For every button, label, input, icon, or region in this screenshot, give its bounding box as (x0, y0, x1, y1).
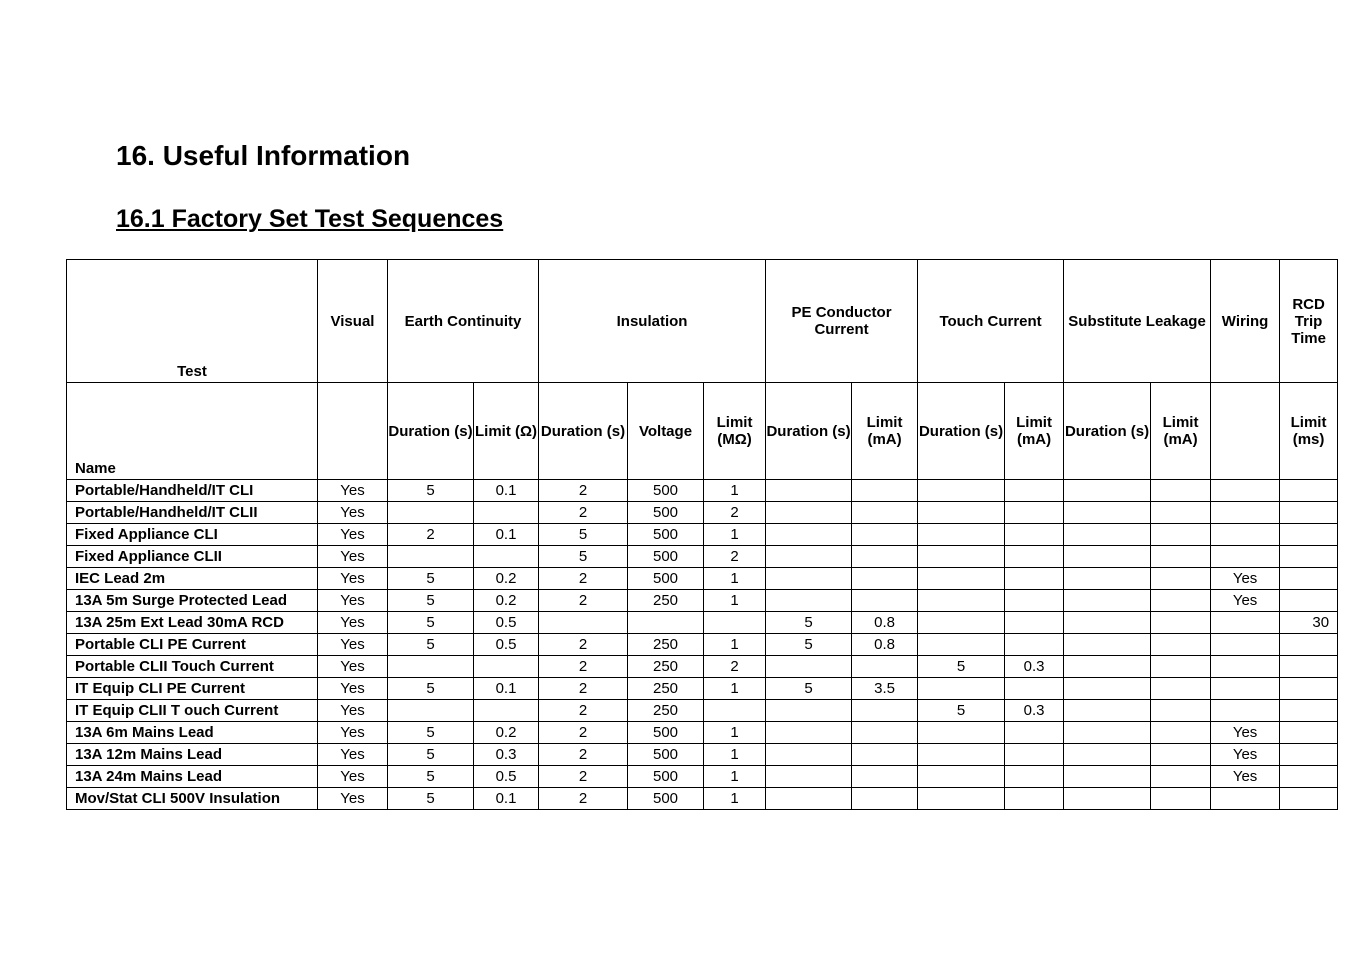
row-name-cell: 13A 24m Mains Lead (67, 766, 318, 788)
table-cell: Yes (318, 568, 388, 590)
table-cell: 0.5 (474, 634, 539, 656)
table-cell (852, 744, 918, 766)
table-row (67, 546, 1338, 568)
header-earth-continuity: Earth Continuity (388, 260, 539, 383)
table-cell: Yes (318, 634, 388, 656)
table-cell (852, 502, 918, 524)
table-cell: Yes (1211, 722, 1280, 744)
table-cell (1151, 722, 1211, 744)
table-cell: Yes (318, 502, 388, 524)
table-cell: Yes (1211, 590, 1280, 612)
header-visual: Visual (318, 260, 388, 383)
table-cell (1064, 634, 1151, 656)
table-cell: 5 (388, 590, 474, 612)
table-cell (1280, 744, 1338, 766)
table-cell: 1 (704, 568, 766, 590)
table-cell: 250 (628, 656, 704, 678)
table-row (67, 612, 1338, 634)
table-cell (766, 700, 852, 722)
table-cell (1151, 634, 1211, 656)
table-cell: 250 (628, 590, 704, 612)
header-rcd-trip-time: RCD Trip Time (1280, 260, 1338, 383)
table-cell: Yes (318, 524, 388, 546)
table-cell (1064, 766, 1151, 788)
table-cell (1064, 568, 1151, 590)
table-cell (918, 502, 1005, 524)
table-cell (1151, 766, 1211, 788)
table-cell (852, 722, 918, 744)
table-row (67, 656, 1338, 678)
table-cell (704, 612, 766, 634)
table-cell (1280, 678, 1338, 700)
table-cell (766, 480, 852, 502)
table-cell (766, 656, 852, 678)
table-cell: 500 (628, 502, 704, 524)
table-cell (1211, 788, 1280, 810)
row-name-cell: 13A 6m Mains Lead (67, 722, 318, 744)
header-name: Name (67, 383, 318, 480)
table-cell: 0.2 (474, 722, 539, 744)
table-cell (918, 766, 1005, 788)
table-cell (766, 590, 852, 612)
table-cell: Yes (318, 722, 388, 744)
table-cell (1211, 502, 1280, 524)
table-row (67, 480, 1338, 502)
table-cell (918, 568, 1005, 590)
table-cell (1280, 480, 1338, 502)
table-cell: 5 (388, 766, 474, 788)
row-name-cell: IT Equip CLI PE Current (67, 678, 318, 700)
table-cell: 1 (704, 788, 766, 810)
table-cell (1151, 480, 1211, 502)
subheader-visual-empty (318, 383, 388, 480)
table-cell (1005, 502, 1064, 524)
table-cell: Yes (318, 546, 388, 568)
header-pe-conductor-current: PE Conductor Current (766, 260, 918, 383)
table-cell (1151, 700, 1211, 722)
table-cell: 5 (388, 788, 474, 810)
table-cell: 2 (539, 502, 628, 524)
table-cell: 3.5 (852, 678, 918, 700)
header-row-subcolumns (67, 383, 1338, 480)
row-name-cell: Portable/Handheld/IT CLI (67, 480, 318, 502)
table-cell: 5 (388, 480, 474, 502)
table-cell (918, 480, 1005, 502)
table-cell (766, 546, 852, 568)
header-touch-current: Touch Current (918, 260, 1064, 383)
table-row (67, 788, 1338, 810)
table-cell: 5 (388, 612, 474, 634)
table-cell (1151, 788, 1211, 810)
row-name-cell: Mov/Stat CLI 500V Insulation (67, 788, 318, 810)
table-cell (766, 722, 852, 744)
subheader-cell: Duration (s) (766, 383, 852, 480)
table-cell (1280, 568, 1338, 590)
table-cell (852, 480, 918, 502)
table-cell (1064, 722, 1151, 744)
table-cell: Yes (1211, 744, 1280, 766)
table-cell (388, 546, 474, 568)
table-cell (704, 700, 766, 722)
table-cell (1211, 612, 1280, 634)
table-cell (1005, 590, 1064, 612)
table-cell (1005, 766, 1064, 788)
table-cell (766, 788, 852, 810)
table-cell (918, 524, 1005, 546)
table-cell (918, 590, 1005, 612)
table-cell: 2 (539, 656, 628, 678)
table-cell: 0.3 (1005, 700, 1064, 722)
table-cell (1005, 722, 1064, 744)
table-cell (388, 656, 474, 678)
table-cell (474, 700, 539, 722)
table-cell (1151, 678, 1211, 700)
table-cell: 1 (704, 766, 766, 788)
table-cell: 5 (539, 546, 628, 568)
header-test: Test (67, 260, 318, 383)
row-name-cell: 13A 5m Surge Protected Lead (67, 590, 318, 612)
row-name-cell: IT Equip CLII T ouch Current (67, 700, 318, 722)
table-cell: 5 (539, 524, 628, 546)
table-cell (388, 502, 474, 524)
table-cell (852, 590, 918, 612)
table-cell (1211, 546, 1280, 568)
page-title: 16. Useful Information (116, 140, 411, 171)
row-name-cell: Fixed Appliance CLII (67, 546, 318, 568)
table-cell (1280, 700, 1338, 722)
table-cell (1005, 678, 1064, 700)
table-cell: 2 (539, 678, 628, 700)
table-cell: Yes (318, 766, 388, 788)
table-cell (1280, 502, 1338, 524)
table-cell: 1 (704, 524, 766, 546)
table-row (67, 766, 1338, 788)
table-cell: 2 (539, 766, 628, 788)
subheader-cell: Limit (MΩ) (704, 383, 766, 480)
table-cell: 0.5 (474, 766, 539, 788)
table-cell (1151, 612, 1211, 634)
table-cell (1280, 590, 1338, 612)
table-cell: 5 (388, 634, 474, 656)
table-cell: 0.2 (474, 568, 539, 590)
table-cell (1151, 568, 1211, 590)
subheader-cell: Limit (mA) (1005, 383, 1064, 480)
table-cell (918, 612, 1005, 634)
table-cell (852, 656, 918, 678)
table-cell: 2 (539, 480, 628, 502)
table-cell (1280, 722, 1338, 744)
table-cell: 1 (704, 744, 766, 766)
table-cell: 0.8 (852, 634, 918, 656)
table-cell: 5 (766, 612, 852, 634)
table-cell (1151, 656, 1211, 678)
table-cell: 250 (628, 700, 704, 722)
table-cell (766, 744, 852, 766)
row-name-cell: IEC Lead 2m (67, 568, 318, 590)
table-cell: 5 (388, 744, 474, 766)
table-cell: 5 (918, 700, 1005, 722)
table-cell (1064, 590, 1151, 612)
table-cell (388, 700, 474, 722)
table-cell (1005, 480, 1064, 502)
table-cell: 500 (628, 480, 704, 502)
row-name-cell: Portable/Handheld/IT CLII (67, 502, 318, 524)
table-cell (766, 502, 852, 524)
table-body (67, 480, 1338, 810)
table-row (67, 700, 1338, 722)
row-name-cell: Fixed Appliance CLI (67, 524, 318, 546)
table-cell: 250 (628, 634, 704, 656)
table-cell: Yes (318, 744, 388, 766)
table-cell: 0.3 (1005, 656, 1064, 678)
table-cell (1151, 524, 1211, 546)
table-cell: 2 (704, 546, 766, 568)
table-cell (1280, 788, 1338, 810)
table-cell (852, 766, 918, 788)
table-cell (918, 744, 1005, 766)
table-cell (1005, 634, 1064, 656)
table-cell: 0.1 (474, 480, 539, 502)
table-cell: Yes (318, 590, 388, 612)
table-cell (1211, 634, 1280, 656)
table-cell (766, 568, 852, 590)
table-cell (1211, 480, 1280, 502)
table-cell (1064, 480, 1151, 502)
table-cell (1211, 678, 1280, 700)
table-cell: 5 (388, 678, 474, 700)
table-cell: 2 (539, 590, 628, 612)
subheader-cell: Duration (s) (388, 383, 474, 480)
table-cell (918, 722, 1005, 744)
subheader-cell (1211, 383, 1280, 480)
table-row (67, 678, 1338, 700)
table-cell (1280, 634, 1338, 656)
header-substitute-leakage: Substitute Leakage (1064, 260, 1211, 383)
table-cell (474, 656, 539, 678)
table-cell: 500 (628, 788, 704, 810)
table-cell: 1 (704, 480, 766, 502)
table-cell (1280, 546, 1338, 568)
header-insulation: Insulation (539, 260, 766, 383)
table-cell (1151, 502, 1211, 524)
table-cell (852, 546, 918, 568)
table-cell: 0.5 (474, 612, 539, 634)
table-row (67, 502, 1338, 524)
table-cell (1211, 656, 1280, 678)
table-cell (1211, 524, 1280, 546)
table-row (67, 744, 1338, 766)
table-row (67, 590, 1338, 612)
header-wiring: Wiring (1211, 260, 1280, 383)
header-row-groups (67, 260, 1338, 383)
table-cell: Yes (318, 480, 388, 502)
table-cell: 2 (539, 700, 628, 722)
table-cell: Yes (318, 788, 388, 810)
table-cell (1005, 744, 1064, 766)
table-cell (1280, 656, 1338, 678)
table-row (67, 722, 1338, 744)
table-cell: 0.1 (474, 524, 539, 546)
table-cell (852, 788, 918, 810)
table-cell (766, 524, 852, 546)
table-cell (852, 568, 918, 590)
table-cell (1151, 546, 1211, 568)
table-cell (918, 678, 1005, 700)
table-cell: Yes (1211, 568, 1280, 590)
test-sequences-table (66, 259, 1338, 810)
table-cell: 30 (1280, 612, 1338, 634)
table-cell: 2 (704, 656, 766, 678)
table-row (67, 634, 1338, 656)
table-cell (539, 612, 628, 634)
table-cell: 500 (628, 766, 704, 788)
table-cell: 2 (539, 568, 628, 590)
row-name-cell: 13A 12m Mains Lead (67, 744, 318, 766)
table-cell (628, 612, 704, 634)
table-cell: 2 (539, 722, 628, 744)
table-cell (852, 700, 918, 722)
table-cell (1064, 656, 1151, 678)
table-cell: 1 (704, 722, 766, 744)
subheader-cell: Duration (s) (539, 383, 628, 480)
table-cell: 1 (704, 678, 766, 700)
table-cell (852, 524, 918, 546)
table-cell (1005, 788, 1064, 810)
table-cell: 1 (704, 634, 766, 656)
table-cell: 250 (628, 678, 704, 700)
table-cell (766, 766, 852, 788)
table-cell: 500 (628, 744, 704, 766)
table-cell (1005, 524, 1064, 546)
table-cell: 5 (918, 656, 1005, 678)
table-cell: 5 (388, 722, 474, 744)
table-cell (1064, 678, 1151, 700)
table-cell (918, 546, 1005, 568)
table-cell (1064, 788, 1151, 810)
table-cell (1280, 524, 1338, 546)
subheader-cell: Duration (s) (918, 383, 1005, 480)
table-cell: 500 (628, 546, 704, 568)
table-cell (918, 788, 1005, 810)
table-cell: 2 (539, 788, 628, 810)
table-cell: 500 (628, 568, 704, 590)
table-cell (1005, 612, 1064, 634)
section-title: 16.1 Factory Set Test Sequences (116, 205, 504, 233)
row-name-cell: 13A 25m Ext Lead 30mA RCD (67, 612, 318, 634)
table-cell: Yes (1211, 766, 1280, 788)
table-cell (1005, 546, 1064, 568)
table-cell: 500 (628, 524, 704, 546)
subheader-cell: Duration (s) (1064, 383, 1151, 480)
table-cell (474, 546, 539, 568)
table-cell: Yes (318, 656, 388, 678)
table-cell (1151, 744, 1211, 766)
table-cell (474, 502, 539, 524)
table-cell: 1 (704, 590, 766, 612)
table-cell: 0.3 (474, 744, 539, 766)
table-cell: 5 (388, 568, 474, 590)
table-row (67, 568, 1338, 590)
table-cell (1280, 766, 1338, 788)
table-cell (1211, 700, 1280, 722)
row-name-cell: Portable CLI PE Current (67, 634, 318, 656)
table-cell (1064, 612, 1151, 634)
table-row (67, 524, 1338, 546)
table-cell (918, 634, 1005, 656)
row-name-cell: Portable CLII Touch Current (67, 656, 318, 678)
table-cell (1064, 700, 1151, 722)
table-cell: 5 (766, 634, 852, 656)
table-cell: 5 (766, 678, 852, 700)
table-cell (1064, 524, 1151, 546)
table-cell (1151, 590, 1211, 612)
table-cell: 500 (628, 722, 704, 744)
table-cell: 2 (388, 524, 474, 546)
table-cell (1064, 546, 1151, 568)
table-cell: 2 (539, 744, 628, 766)
table-cell: Yes (318, 612, 388, 634)
table-cell: 0.8 (852, 612, 918, 634)
table-cell: 2 (539, 634, 628, 656)
subheader-cell: Limit (Ω) (474, 383, 539, 480)
table-cell (1064, 744, 1151, 766)
subheader-cell: Voltage (628, 383, 704, 480)
subheader-cell: Limit (mA) (852, 383, 918, 480)
table-cell: 0.2 (474, 590, 539, 612)
table-cell: Yes (318, 700, 388, 722)
table-cell (1064, 502, 1151, 524)
table-cell: 2 (704, 502, 766, 524)
table-cell: Yes (318, 678, 388, 700)
table-cell: 0.1 (474, 678, 539, 700)
table-cell: 0.1 (474, 788, 539, 810)
subheader-cell: Limit (ms) (1280, 383, 1338, 480)
table-cell (1005, 568, 1064, 590)
subheader-cell: Limit (mA) (1151, 383, 1211, 480)
